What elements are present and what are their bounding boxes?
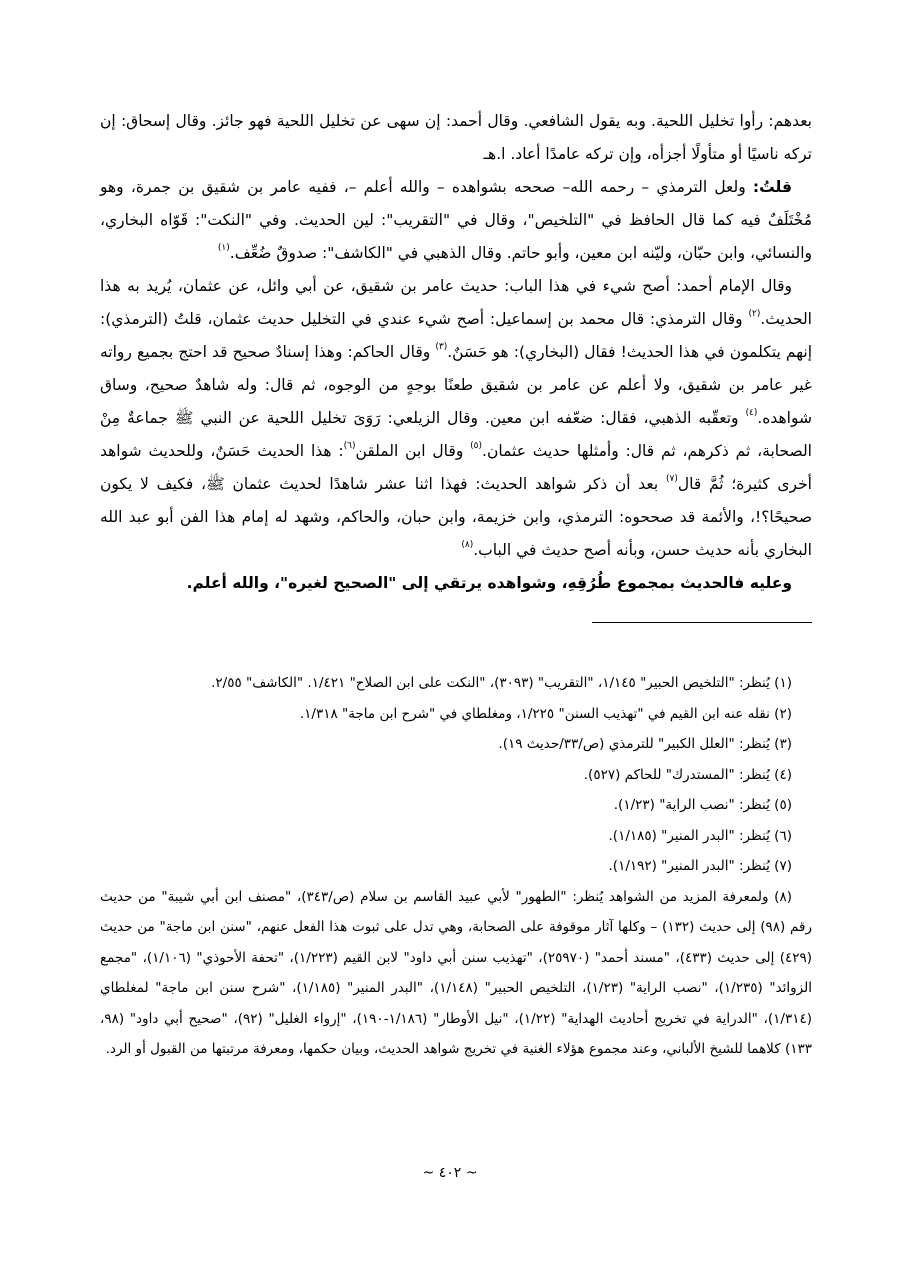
footnote-ref-3[interactable]: (٣) — [435, 341, 448, 352]
closing-statement: وعليه فالحديث بمجموع طُرُقِهِ، وشواهده يرتقي إلى "الصحيح لغيره"، والله أعلم. — [186, 574, 792, 592]
paragraph-3 — [100, 270, 812, 567]
paragraph-3-part-f: : هذا الحديث حَسَنٌ، وللحديث شواهد أخرى كثيرة؛ ثُمَّ قال — [100, 442, 812, 493]
footnote-4: (٤) يُنظر: "المستدرك" للحاكم (٥٢٧). — [583, 766, 792, 783]
footnote-ref-5[interactable]: (٥) — [470, 440, 483, 451]
footnote-separator — [100, 600, 812, 638]
paragraph-3-part-e: وقال ابن الملقن — [355, 442, 471, 460]
paragraph-3-part-g: بعد أن ذكر شواهد الحديث: فهذا اثنا عشر شاهدًا لحديث عثمان ﷺ، فكيف لا يكون صحيحًا؟!، والأئمة قد صححوه: الترمذي، وابن خزيمة، وابن حبان، والحاكم، وشهد له إمام هذا الفن أبو عبد الله البخاري بأنه حديث حسن، وبأنه أصح حديث في الباب. — [100, 475, 812, 559]
paragraph-3-part-a: وقال الإمام أحمد: أصح شيء في هذا الباب: حديث عامر بن شقيق، عن أبي وائل، عن عثمان، يُريد به هذا الحديث. — [100, 277, 812, 328]
paragraph-3-part-c: وقال الحاكم: وهذا إسنادٌ صحيح قد احتج بجميع رواته غير عامر بن شقيق، ولا أعلم عن عامر بن شقيق طعنًا بوجهٍ من الوجوه، ثم قال: وله شاهدٌ صحيح، وساق شواهده. — [100, 343, 812, 427]
footnote-ref-8[interactable]: (٨) — [461, 539, 474, 550]
footnote-ref-4[interactable]: (٤) — [745, 407, 758, 418]
paragraph-3-part-b: وقال الترمذي: قال محمد بن إسماعيل: أصح شيء عندي في التخليل حديث عثمان، قلتُ (الترمذي): إنهم يتكلمون في هذا الحديث! فقال (البخاري): هو حَسَنٌ. — [100, 310, 813, 361]
footnote-ref-6[interactable]: (٦) — [343, 440, 356, 451]
footnotes-section — [100, 668, 812, 1065]
paragraph-2 — [100, 171, 812, 270]
document-page — [100, 105, 812, 1065]
footnote-7: (٧) يُنظر: "البدر المنير" (١/١٩٢). — [608, 858, 792, 874]
paragraph-2-lead: قلتُ: — [752, 178, 792, 196]
footnote-1: (١) يُنظر: "التلخيص الحبير" ١/١٤٥، "التقريب" (٣٠٩٣)، "النكت على ابن الصلاح" ١/٤٢١. "الكاشف" ٢/٥٥. — [211, 675, 792, 691]
paragraph-3-part-d: وتعقّبه الذهبي، فقال: ضعّفه ابن معين. وقال الزيلعي: رَوَىَ تخليل اللحية عن النبي ﷺ جماعةٌ مِنْ الصحابة، ثم ذكرهم، ثم قال: وأمثلها حديث عثمان. — [100, 409, 812, 460]
paragraph-2-text: ولعل الترمذي – رحمه الله– صححه بشواهده – والله أعلم –، ففيه عامر بن شقيق بن جمرة، وهو مُخْتَلَفٌ فيه كما قال الحافظ في "التلخيص"، وقال في "التقريب": لين الحديث. وفي "النكت": قَوّاه البخاري، والنسائي، وابن حبّان، وليّنه ابن معين، وأبو حاتم. وقال الذهبي في "الكاشف": صدوقٌ ضُعِّف. — [100, 178, 812, 262]
footnote-2: (٢) نقله عنه ابن القيم في "تهذيب السنن" ١/٢٢٥، ومغلطاي في "شرح ابن ماجة" ١/٣١٨. — [299, 705, 792, 722]
page-number: ~ ٤٠٢ ~ — [422, 1165, 478, 1181]
paragraph-1: بعدهم: رأوا تخليل اللحية. وبه يقول الشافعي. وقال أحمد: إن سهى عن تخليل اللحية فهو جائز. وقال إسحاق: إن تركه ناسيًا أو متأولًا أجزأه، وإن تركه عامدًا أعاد. ا.هـ — [100, 112, 812, 163]
footnote-8: (٨) ولمعرفة المزيد من الشواهد يُنظر: "الطهور" لأبي عبيد القاسم بن سلام (ص/٣٤٣)، "مصنف ابن أبي شيبة" من حديث رقم (٩٨) إلى حديث (١٣٢) – وكلها آثار موقوفة على الصحابة، وهي تدل على ثبوت هذا الفعل عنهم، "سنن ابن ماجة" من حديث (٤٢٩) إلى حديث (٤٣٣)، "مسند أحمد" (٢٥٩٧٠)، "تهذيب سنن أبي داود" لابن القيم (١/٢٢٣)، "تحفة الأحوذي" (١/١٠٦)، "مجمع الزوائد" (١/٢٣٥)، "نصب الراية" (١/٢٣)، التلخيص الحبير" (١/١٤٨)، "البدر المنير" (١/١٨٥)، "شرح سنن ابن ماجة" لمغلطاي (١/٣١٤)، "الدراية في تخريج أحاديث الهداية" (١/٢٢)، "نيل الأوطار" (١/١٨٦-١٩٠)، "إرواء الغليل" (٩٢)، "صحيح أبي داود" (٩٨، ١٣٣) كلاهما للشيخ الألباني، وعند مجموع هؤلاء الغنية في تخريج شواهد الحديث، وبيان حكمها، ومعرفة مرتبتها من القبول أو الرد. — [100, 888, 813, 1057]
footnote-5: (٥) يُنظر: "نصب الراية" (١/٢٣). — [613, 797, 792, 813]
footnote-3: (٣) يُنظر: "العلل الكبير" للترمذي (ص/٣٣/حديث ١٩). — [498, 736, 792, 752]
footnote-ref-2[interactable]: (٢) — [748, 308, 761, 319]
footnote-ref-7[interactable]: (٧) — [665, 473, 678, 484]
footnote-ref-1[interactable]: (١) — [217, 242, 230, 253]
footnote-6: (٦) يُنظر: "البدر المنير" (١/١٨٥). — [608, 827, 792, 844]
